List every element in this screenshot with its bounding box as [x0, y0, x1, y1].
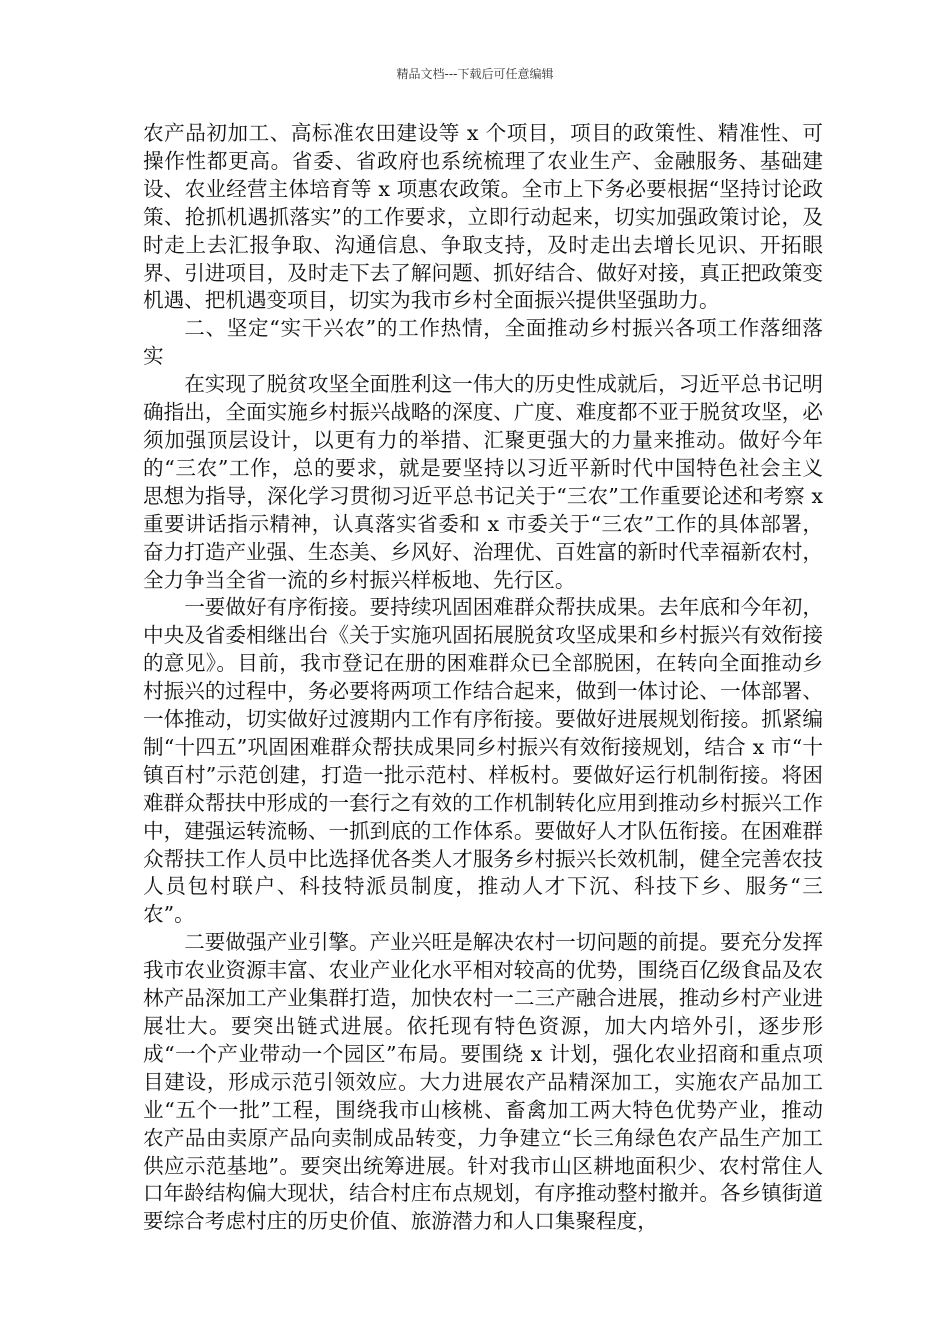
paragraph-industry-engine: 二要做强产业引擎。产业兴旺是解决农村一切问题的前提。要充分发挥我市农业资源丰富、农业产业化水平相对较高的优势，围绕百亿级食品及农林产品深加工产业集群打造，加快农村一二三产融合进展，推动乡村产业进展壮大。要突出链式进展。依托现有特色资源，加大内培外引，逐步形成“一个产业带动一个园区”布局。要围绕 x 计划，强化农业招商和重点项目建设，形成示范引领效应。大力进展农产品精深加工，实施农产品加工业“五个一批”工程，围绕我市山核桃、畜禽加工两大特色优势产业，推动农产品由卖原产品向卖制成品转变，力争建立“长三角绿色农产品生产加工供应示范基地”。要突出统筹进展。针对我市山区耕地面积少、农村常住人口年龄结构偏大现状，结合村庄布点规划，有序推动整村撤并。各乡镇街道要综合考虑村庄的历史价值、旅游潜力和人口集聚程度，: [143, 930, 823, 1234]
section-heading-2: 二、坚定“实干兴农”的工作热情，全面推动乡村振兴各项工作落细落实: [143, 316, 823, 369]
page-header: 精品文档---下载后可任意编辑: [396, 67, 554, 81]
paragraph-orderly-connection: 一要做好有序衔接。要持续巩固困难群众帮扶成果。去年底和今年初，中央及省委相继出台《关于实施巩固拓展脱贫攻坚成果和乡村振兴有效衔接的意见》。目前，我市登记在册的困难群众已全部脱困，在转向全面推动乡村振兴的过程中，务必要将两项工作结合起来，做到一体讨论、一体部署、一体推动，切实做好过渡期内工作有序衔接。要做好进展规划衔接。抓紧编制“十四五”巩固困难群众帮扶成果同乡村振兴有效衔接规划，结合 x 市“十镇百村”示范创建，打造一批示范村、样板村。要做好运行机制衔接。将困难群众帮扶中形成的一套行之有效的工作机制转化应用到推动乡村振兴工作中，建强运转流畅、一抓到底的工作体系。要做好人才队伍衔接。在困难群众帮扶工作人员中比选择优各类人才服务乡村振兴长效机制，健全完善农技人员包村联户、科技特派员制度，推动人才下沉、科技下乡、服务“三农”。: [143, 595, 823, 927]
paragraph-policy-continuation: 农产品初加工、高标准农田建设等 x 个项目，项目的政策性、精准性、可操作性都更高。省委、省政府也系统梳理了农业生产、金融服务、基础建设、农业经营主体培育等 x 项惠农政策。全市上下务必要根据“坚持讨论政策、抢抓机遇抓落实”的工作要求，立即行动起来，切实加强政策讨论，及时走上去汇报争取、沟通信息、争取支持，及时走出去增长见识、开拓眼界、引进项目，及时走下去了解问题、抓好结合、做好对接，真正把政策变机遇、把机遇变项目，切实为我市乡村全面振兴提供坚强助力。: [143, 121, 823, 313]
paragraph-rural-revitalization: 在实现了脱贫攻坚全面胜利这一伟大的历史性成就后，习近平总书记明确指出，全面实施乡村振兴战略的深度、广度、难度都不亚于脱贫攻坚，必须加强顶层设计，以更有力的举措、汇聚更强大的力量来推动。做好今年的“三农”工作，总的要求，就是要坚持以习近平新时代中国特色社会主义思想为指导，深化学习贯彻习近平总书记关于“三农”工作重要论述和考察 x 重要讲话指示精神，认真落实省委和 x 市委关于“三农”工作的具体部署，奋力打造产业强、生态美、乡风好、治理优、百姓富的新时代幸福新农村，全力争当全省一流的乡村振兴样板地、先行区。: [143, 372, 823, 592]
document-body: [143, 120, 823, 1236]
